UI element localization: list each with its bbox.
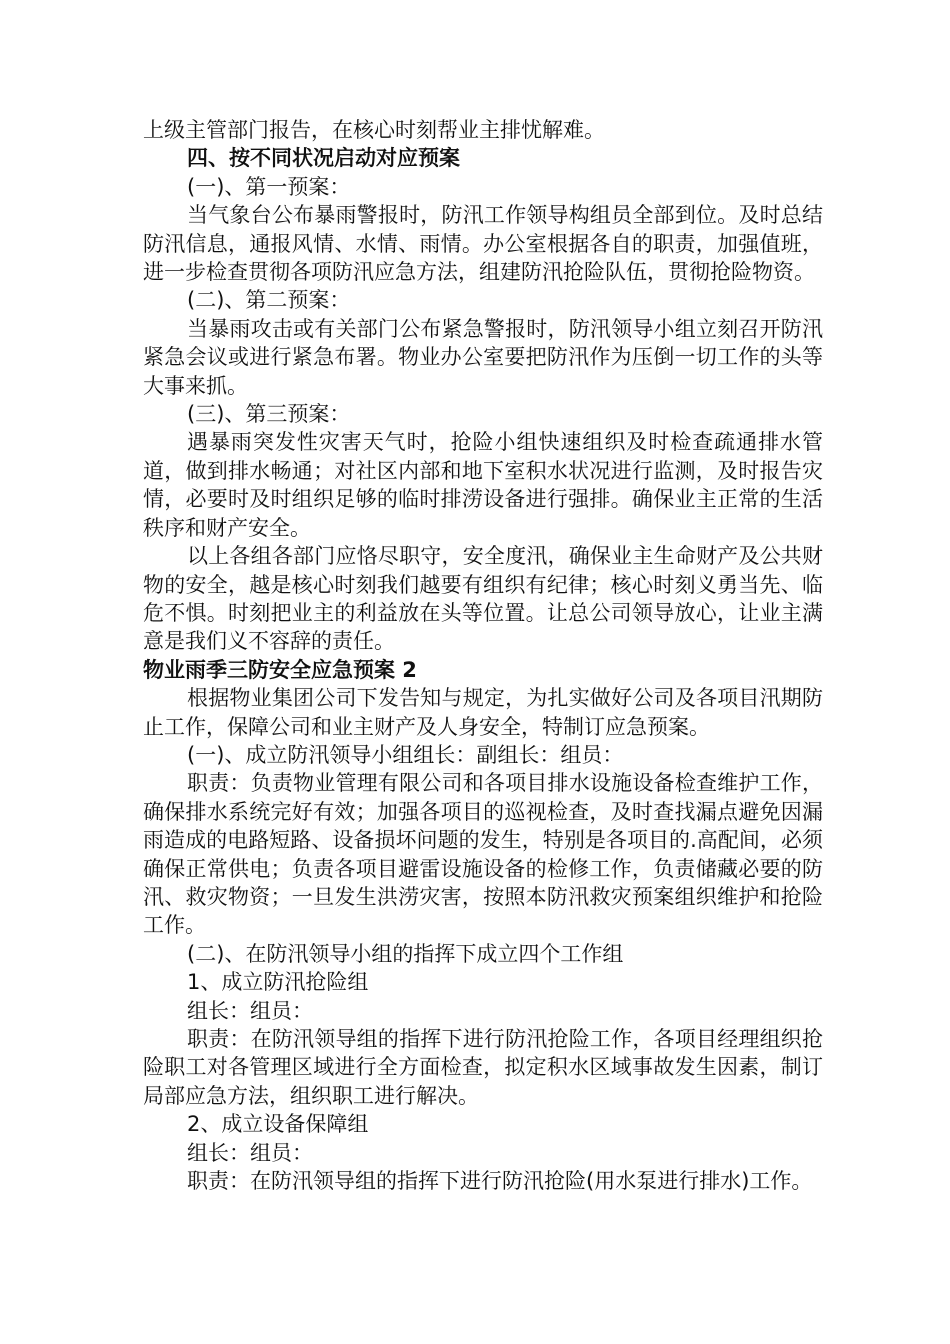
section-heading-4: 四、按不同状况启动对应预案 (187, 146, 460, 171)
rescue-group-members: 组长：组员： (187, 998, 313, 1023)
equipment-group-members: 组长：组员： (187, 1140, 313, 1165)
paragraph-leadership-duties: 职责：负责物业管理有限公司和各项目排水设施设备检查维护工作，确保排水系统完好有效；加强各项目的巡视检查，及时查找漏点避免因漏雨造成的电路短路、设备损坏问题的发生，特别是各项目的.高配间，必须确保正常供电；负责各项目避雷设施设备的检修工作，负责储藏必要的防汛、救灾物资；一旦发生洪涝灾害，按照本防汛救灾预案组织维护和抢险工作。 (143, 771, 823, 938)
paragraph-plan-1: 当气象台公布暴雨警报时，防汛工作领导构组员全部到位。及时总结防汛信息，通报风情、水情、雨情。办公室根据各自的职责，加强值班，进一步检查贯彻各项防汛应急方法，组建防汛抢险队伍，贯彻抢险物资。 (143, 203, 823, 285)
document-page (143, 116, 823, 1195)
subheading-plan-2: (二)、第二预案： (187, 288, 351, 313)
paragraph-continuation: 上级主管部门报告，在核心时刻帮业主排忧解难。 (143, 118, 605, 142)
document-title-2: 物业雨季三防安全应急预案 2 (143, 657, 417, 682)
subheading-plan-3: (三)、第三预案： (187, 402, 351, 427)
subheading-equipment-group: 2、成立设备保障组 (187, 1112, 369, 1137)
paragraph-plan-3: 遇暴雨突发性灾害天气时，抢险小组快速组织及时检查疏通排水管道，做到排水畅通；对社区内部和地下室积水状况进行监测，及时报告灾情，必要时及时组织足够的临时排涝设备进行强排。确保业主正常的生活秩序和财产安全。 (143, 430, 823, 540)
subheading-rescue-group: 1、成立防汛抢险组 (187, 970, 369, 995)
paragraph-plan-2: 当暴雨攻击或有关部门公布紧急警报时，防汛领导小组立刻召开防汛紧急会议或进行紧急布署。物业办公室要把防汛作为压倒一切工作的头等大事来抓。 (143, 316, 823, 398)
paragraph-intro: 根据物业集团公司下发告知与规定，为扎实做好公司及各项目汛期防止工作，保障公司和业主财产及人身安全，特制订应急预案。 (143, 686, 823, 739)
subheading-plan-1: (一)、第一预案： (187, 174, 351, 199)
paragraph-rescue-duties: 职责：在防汛领导组的指挥下进行防汛抢险工作，各项目经理组织抢险职工对各管理区域进行全方面检查，拟定积水区域事故发生因素，制订局部应急方法，组织职工进行解决。 (143, 1027, 823, 1108)
subheading-leadership-group: (一)、成立防汛领导小组组长：副组长：组员： (187, 742, 624, 767)
paragraph-equipment-duties: 职责：在防汛领导组的指挥下进行防汛抢险(用水泵进行排水)工作。 (187, 1169, 813, 1194)
subheading-work-groups: (二)、在防汛领导小组的指挥下成立四个工作组 (187, 941, 624, 966)
paragraph-summary: 以上各组各部门应恪尽职守，安全度汛，确保业主生命财产及公共财物的安全，越是核心时刻我们越要有组织有纪律；核心时刻义勇当先、临危不惧。时刻把业主的利益放在头等位置。让总公司领导放心，让业主满意是我们义不容辞的责任。 (143, 544, 823, 654)
